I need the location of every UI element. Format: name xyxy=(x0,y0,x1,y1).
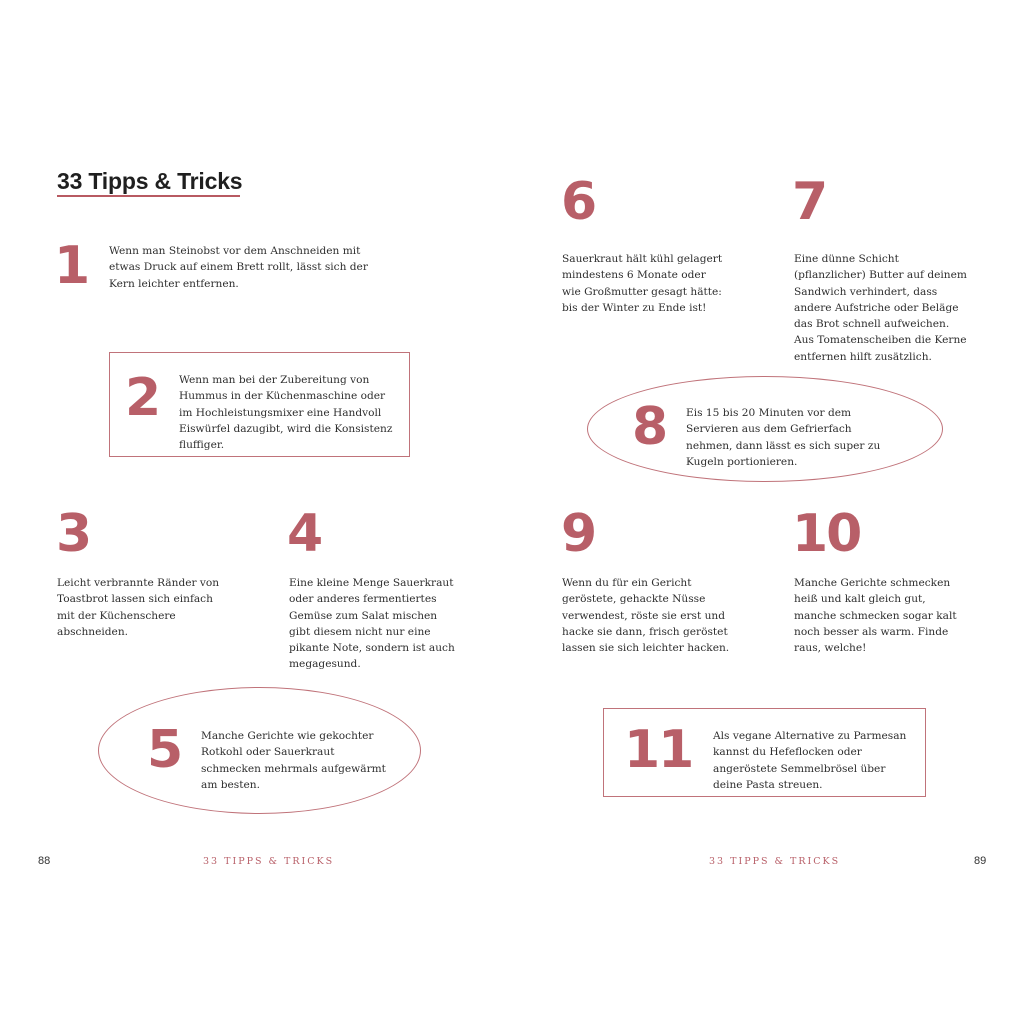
left-running-title: 33 TIPPS & TRICKS xyxy=(203,856,335,867)
tip-2-text: Wenn man bei der Zubereitung von Hummus in der Küchenmaschine oder im Hochleistungsmixer eine Handvoll Eiswürfel dazugibt, wird die Konsistenz fluffiger. xyxy=(179,374,393,452)
tip-4-number: 4 xyxy=(287,504,322,564)
tip-6-text: Sauerkraut hält kühl gelagert mindestens 6 Monate oder wie Großmutter gesagt hätte: bis der Winter zu Ende ist! xyxy=(562,253,723,314)
tip-10-text: Manche Gerichte schmecken heiß und kalt gleich gut, manche schmecken sogar kalt noch besser als warm. Finde raus, welche! xyxy=(794,577,957,655)
tip-7-number: 7 xyxy=(792,172,827,232)
right-running-title: 33 TIPPS & TRICKS xyxy=(709,856,841,867)
tip-8-number: 8 xyxy=(632,397,667,457)
tip-3-text: Leicht verbrannte Ränder von Toastbrot lassen sich einfach mit der Küchenschere abschneiden. xyxy=(57,577,220,638)
tip-9-number: 9 xyxy=(561,504,596,564)
tip-5-text: Manche Gerichte wie gekochter Rotkohl oder Sauerkraut schmecken mehrmals aufgewärmt am besten. xyxy=(201,730,386,791)
tip-9-text: Wenn du für ein Gericht geröstete, gehackte Nüsse verwendest, röste sie erst und hacke sie dann, frisch geröstet lassen sie sich leichter hacken. xyxy=(562,577,730,655)
tip-5-number: 5 xyxy=(147,720,182,780)
page-title: 33 Tipps & Tricks xyxy=(57,168,243,194)
tip-4-text: Eine kleine Menge Sauerkraut oder anderes fermentiertes Gemüse zum Salat mischen gibt diesem nicht nur eine pikante Note, sondern ist auch megagesund. xyxy=(289,577,455,671)
right-page-number: 89 xyxy=(974,855,987,867)
tip-2-number: 2 xyxy=(125,368,160,428)
tip-7-text: Eine dünne Schicht (pflanzlicher) Butter auf deinem Sandwich verhindert, dass andere Aufstriche oder Beläge das Brot schnell aufweichen. Aus Tomatenscheiben die Kerne entfernen hilft zusätzlich. xyxy=(794,253,967,363)
tip-11-text: Als vegane Alternative zu Parmesan kannst du Hefeflocken oder angeröstete Semmelbrösel über deine Pasta streuen. xyxy=(713,730,907,791)
tip-6-number: 6 xyxy=(561,172,596,232)
left-page-number: 88 xyxy=(38,855,51,867)
tip-10-number: 10 xyxy=(792,504,861,564)
tip-8-text: Eis 15 bis 20 Minuten vor dem Servieren aus dem Gefrierfach nehmen, dann lässt es sich super zu Kugeln portionieren. xyxy=(686,407,881,468)
tip-1-text: Wenn man Steinobst vor dem Anschneiden mit etwas Druck auf einem Brett rollt, lässt sich der Kern leichter entfernen. xyxy=(109,245,368,290)
tip-3-number: 3 xyxy=(56,504,91,564)
tip-1-number: 1 xyxy=(54,236,89,296)
title-underline xyxy=(57,195,240,197)
tip-11-number: 11 xyxy=(624,720,693,780)
